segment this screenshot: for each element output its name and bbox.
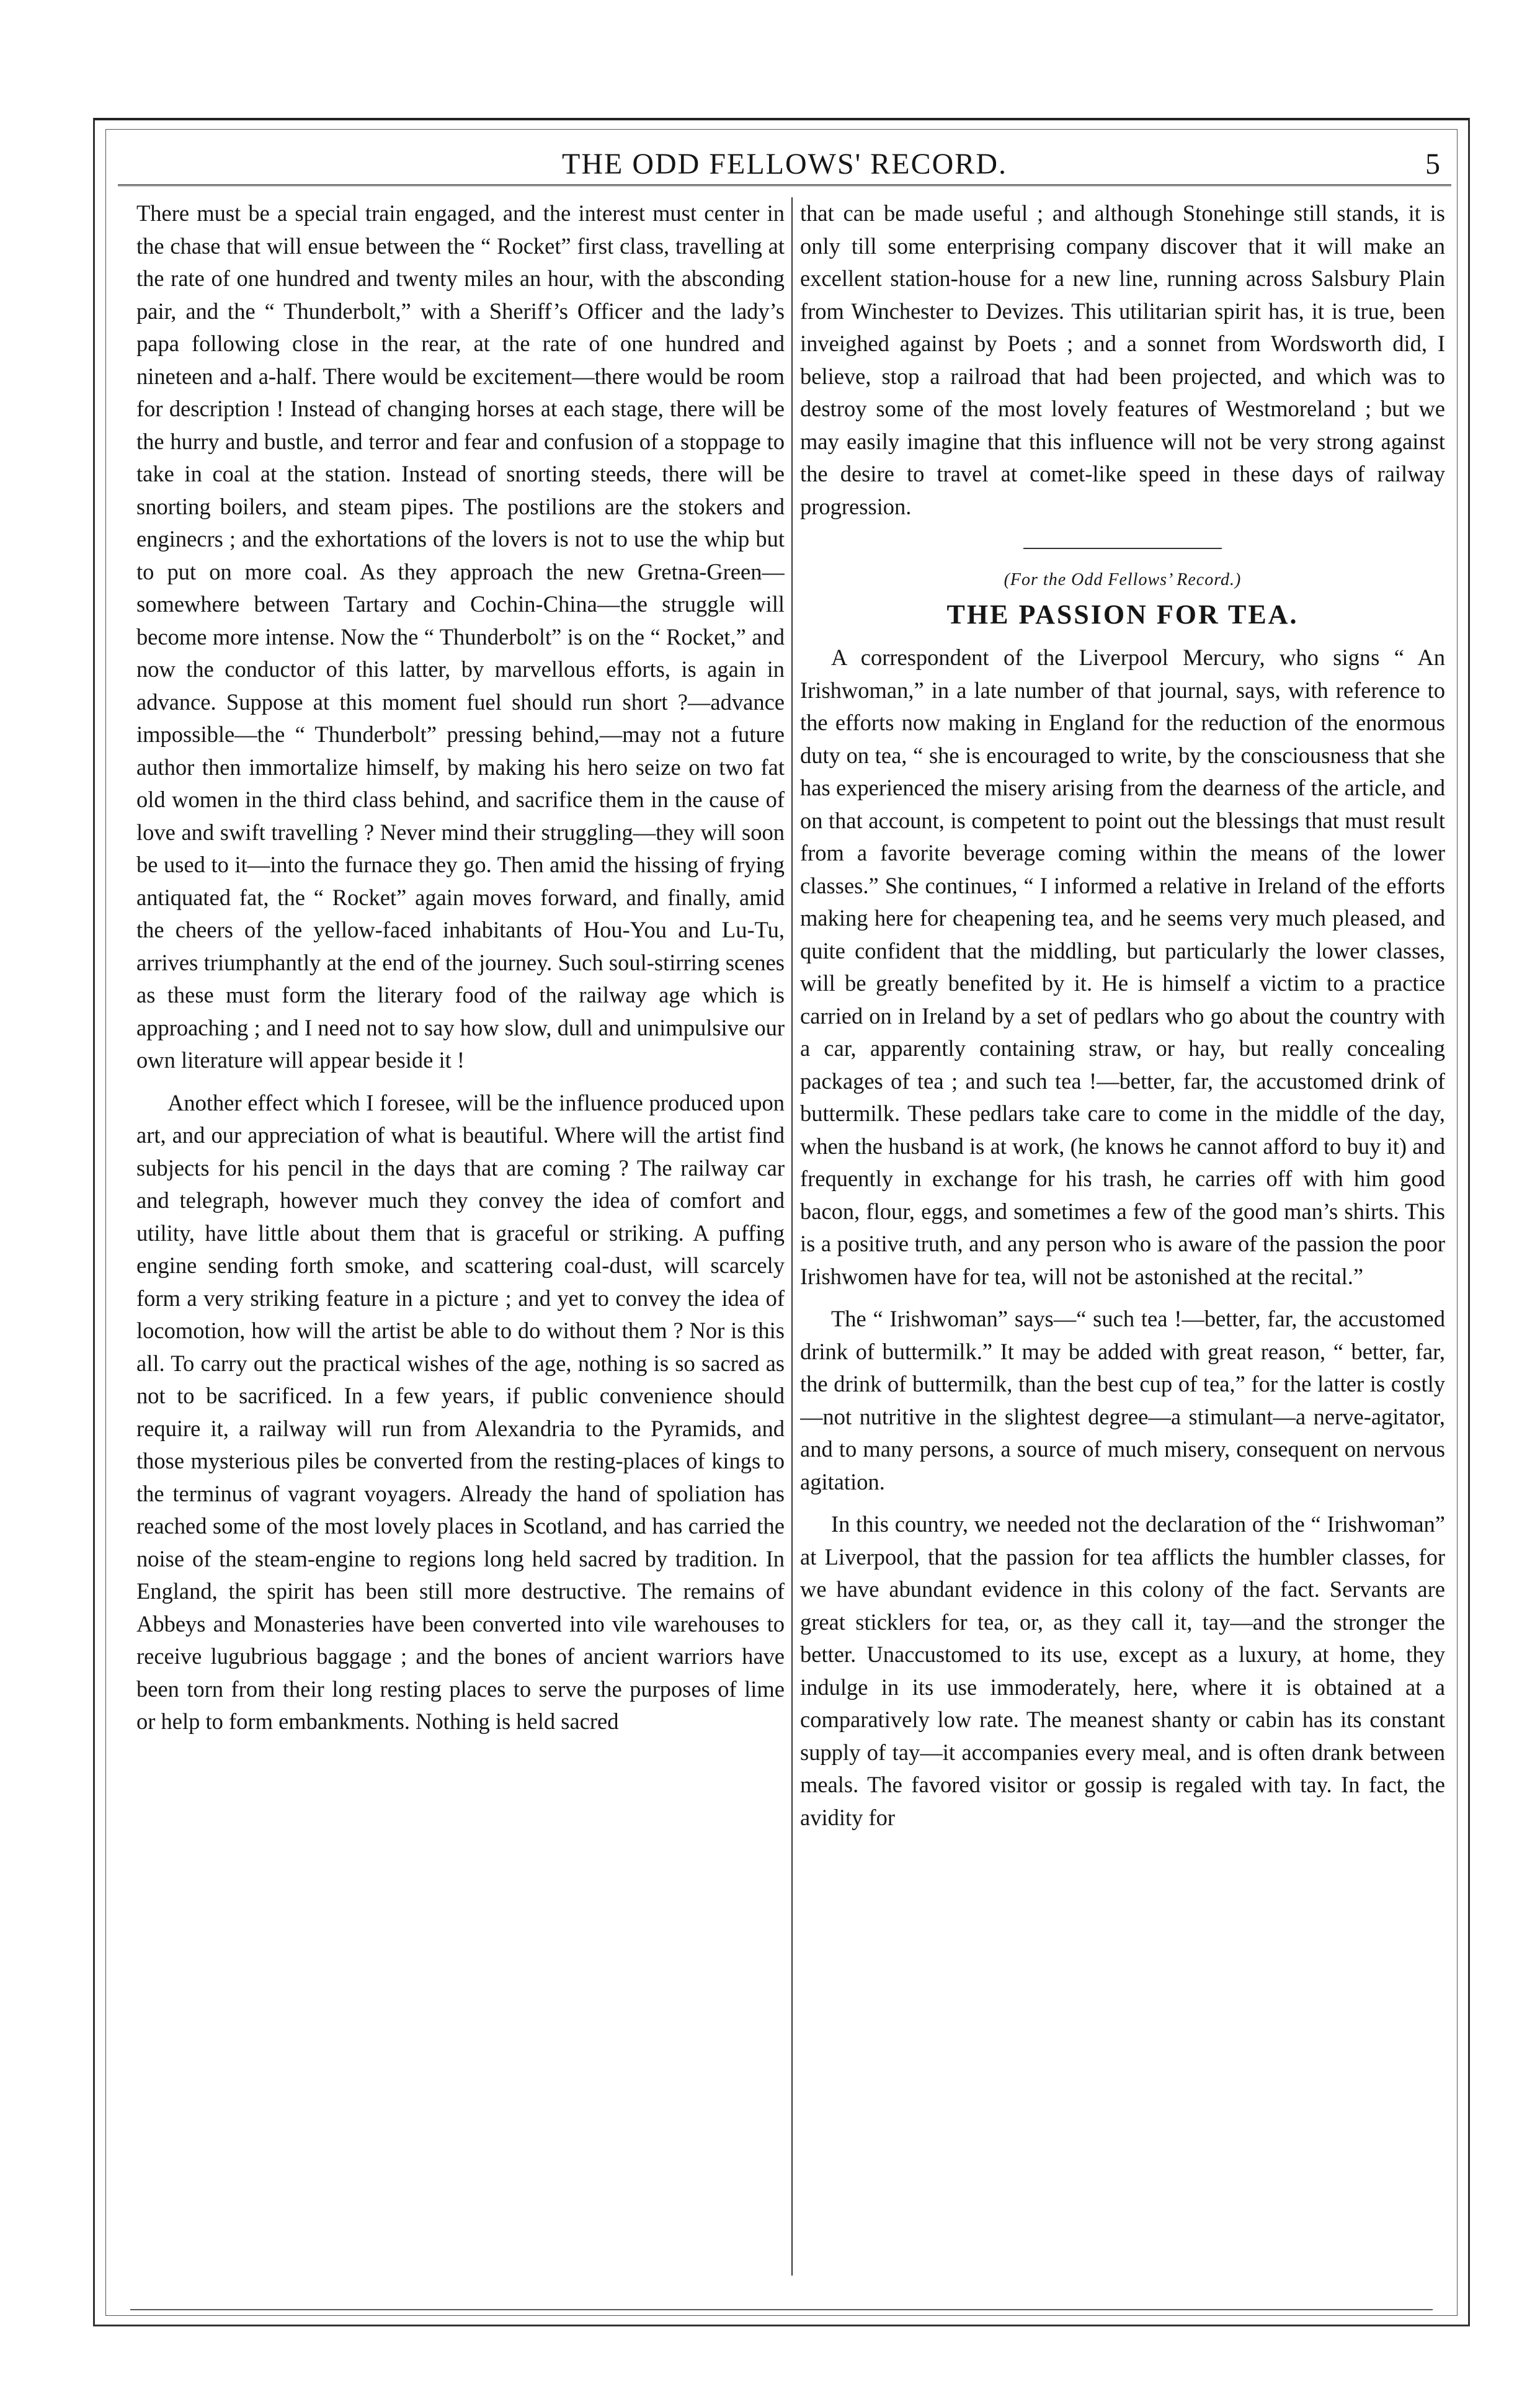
article-title: THE PASSION FOR TEA. xyxy=(946,599,1299,630)
bottom-rule xyxy=(130,2309,1433,2310)
paragraph: A correspondent of the Liverpool Mercury, who signs “ An Irishwoman,” in a late number of that journal, says, with reference to the efforts now making in England for the reduction of the enormous duty on tea, “ she is encouraged to write, by the consciousness that she has experienced the misery arising from the dearness of the article, and on that account, is competent to point out the blessings that must result from a favorite beverage coming within the means of the lower classes.” She continues, “ I informed a relative in Ireland of the efforts making here for cheapening tea, and he seems very much pleased, and quite confident that the middling, but particularly the lower classes, will be greatly benefited by it. He is himself a victim to a practice carried on in Ireland by a set of pedlars who go about the country with a car, apparently containing straw, or hay, but really concealing packages of tea ; and such tea !—better, far, the accustomed drink of buttermilk. These pedlars take care to come in the middle of the day, when the husband is at work, (he knows he cannot afford to buy it) and frequently in exchange for his trash, he carries off with him good bacon, flour, eggs, and sometimes a few of the good man’s shirts. This is a positive truth, and any person who is aware of the passion the poor Irishwomen have for tea, will not be astonished at the recital.” xyxy=(800,645,1445,1289)
right-column xyxy=(800,197,1445,2294)
article-source-line: (For the Odd Fellows’ Record.) xyxy=(1004,570,1242,589)
column-divider xyxy=(791,197,793,2276)
page-number: 5 xyxy=(1425,148,1440,181)
paragraph: The “ Irishwoman” says—“ such tea !—better, far, the accustomed drink of buttermilk.” It may be added with great reason, “ better, far, the drink of buttermilk, than the best cup of tea,” for the latter is costly—not nutritive in the slightest degree—a stimulant—a nerve-agitator, and to many persons, a source of much misery, consequent on nervous agitation. xyxy=(800,1306,1445,1494)
running-title: THE ODD FELLOWS' RECORD. xyxy=(562,148,1007,181)
running-head xyxy=(118,140,1451,186)
left-column xyxy=(136,197,785,2294)
continued-paragraph: that can be made useful ; and although Stonehinge still stands, it is only till some enterprising company discover that it will make an excellent station-house for a new line, running across Salsbury Plain from Winchester to Devizes. This utilitarian spirit has, it is true, been inveighed against by Poets ; and a sonnet from Wordsworth did, I believe, stop a railroad that had been projected, and which was to destroy some of the most lovely features of Westmoreland ; but we may easily imagine that this influence will not be very strong against the desire to travel at comet-like speed in these days of railway progression. xyxy=(800,200,1445,519)
paragraph: In this country, we needed not the declaration of the “ Irishwoman” at Liverpool, that the passion for tea afflicts the humbler classes, for we have abundant evidence in this colony of the fact. Servants are great sticklers for tea, or, as they call it, tay—and the stronger the better. Unaccustomed to its use, except as a luxury, at home, they indulge in its use immoderately, here, where it is obtained at a comparatively low rate. The meanest shanty or cabin has its constant supply of tay—it accompanies every meal, and is often drank between meals. The favored visitor or gossip is regaled with tay. In fact, the avidity for xyxy=(800,1511,1445,1830)
paragraph: Another effect which I foresee, will be the influence produced upon art, and our appreciation of what is beautiful. Where will the artist find subjects for his pencil in the days that are coming ? The railway car and telegraph, however much they convey the idea of comfort and utility, have little about them that is graceful or striking. A puffing engine sending forth smoke, and scattering coal-dust, will scarcely form a very striking feature in a picture ; and yet to convey the idea of locomotion, how will the artist be able to do without them ? Nor is this all. To carry out the practical wishes of the age, nothing is so sacred as not to be sacrificed. In a few years, if public convenience should require it, a railway will run from Alexandria to the Pyramids, and those mysterious piles be converted from the resting-places of kings to the terminus of vagrant voyagers. Already the hand of spoliation has reached some of the most lovely places in Scotland, and has carried the noise of the steam-engine to regions long held sacred by tradition. In England, the spirit has been still more destructive. The remains of Abbeys and Monasteries have been converted into vile warehouses to receive lugubrious baggage ; and the bones of ancient warriors have been torn from their long resting places to serve the purposes of lime or help to form embankments. Nothing is held sacred xyxy=(136,1089,785,1734)
paragraph: There must be a special train engaged, and the interest must center in the chase that will ensue between the “ Rocket” first class, travelling at the rate of one hundred and twenty miles an hour, with the absconding pair, and the “ Thunderbolt,” with a Sheriff’s Officer and the lady’s papa following close in the rear, at the rate of one hundred and nineteen and a-half. There would be excitement—there would be room for description ! Instead of changing horses at each stage, there will be the hurry and bustle, and terror and fear and confusion of a stoppage to take in coal at the station. Instead of snorting steeds, there will be snorting boilers, and steam pipes. The postilions are the stokers and enginecrs ; and the exhortations of the lovers is not to use the whip but to put on more coal. As they approach the new Gretna-Green—somewhere between Tartary and Cochin-China—the struggle will become more intense. Now the “ Thunderbolt” is on the “ Rocket,” and now the conductor of this latter, by marvellous efforts, is again in advance. Suppose at this moment fuel should run short ?—advance impossible—the “ Thunderbolt” pressing behind,—may not a future author then immortalize himself, by making his hero seize on two fat old women in the third class behind, and sacrifice them in the cause of love and swift travelling ? Never mind their struggling—they will soon be used to it—into the furnace they go. Then amid the hissing of frying antiquated fat, the “ Rocket” again moves forward, and finally, amid the cheers of the yellow-faced inhabitants of Hou-You and Lu-Tu, arrives triumphantly at the end of the journey. Such soul-stirring scenes as these must form the literary food of the railway age which is approaching ; and I need not to say how slow, dull and unimpulsive our own literature will appear beside it ! xyxy=(136,200,785,1073)
article-divider xyxy=(1023,548,1222,549)
